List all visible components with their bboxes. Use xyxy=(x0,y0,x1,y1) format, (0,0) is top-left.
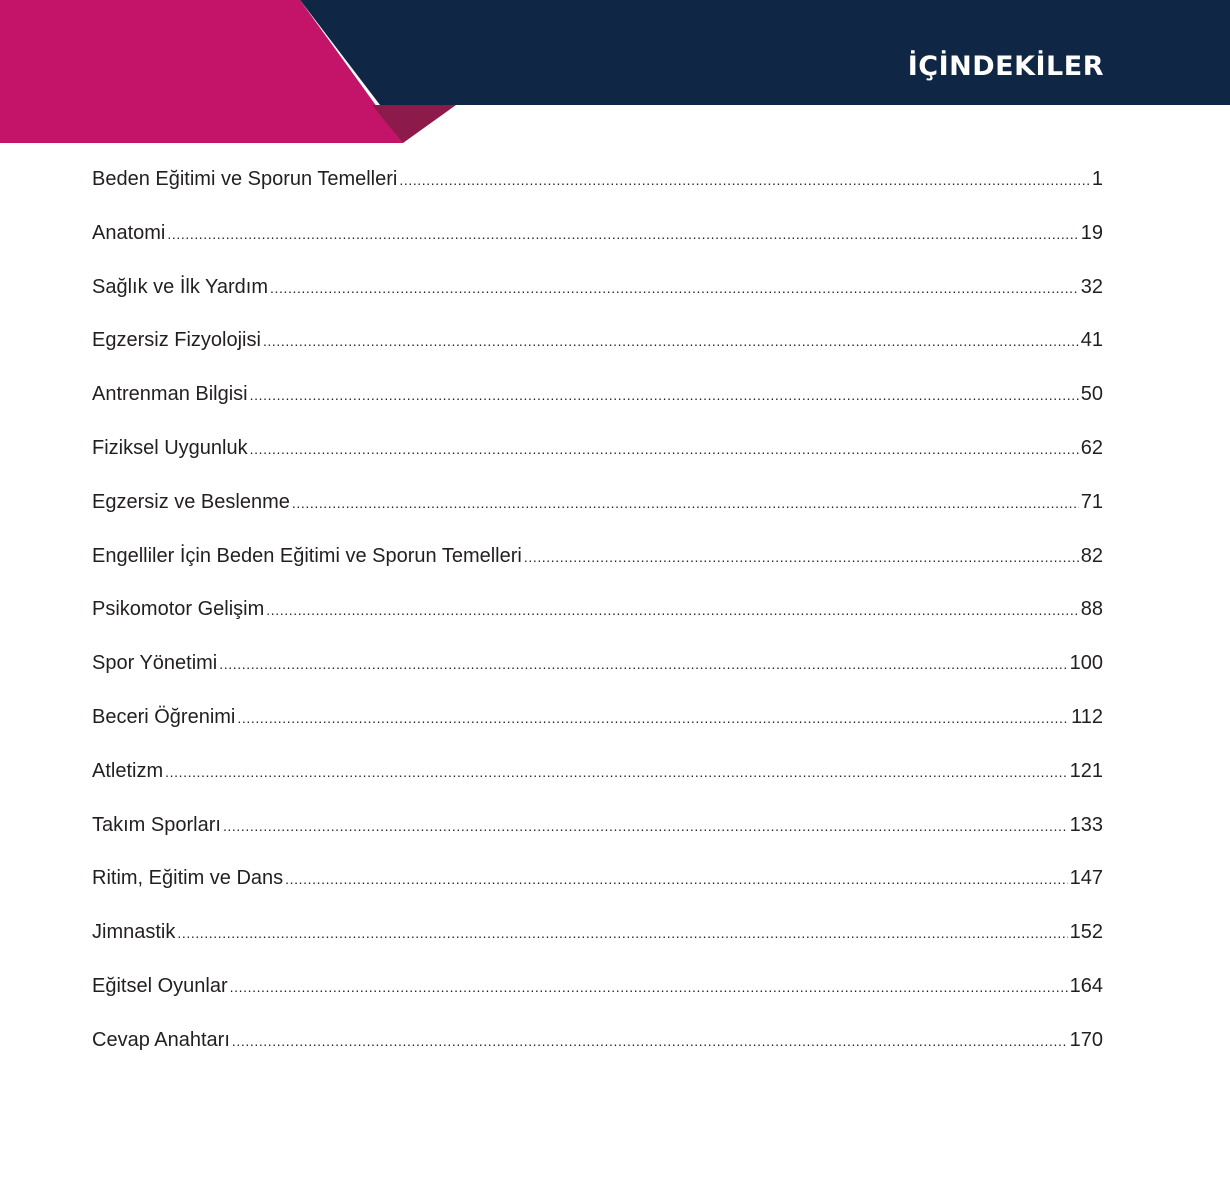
toc-entry[interactable] xyxy=(92,321,1103,375)
toc-entry[interactable] xyxy=(92,1021,1103,1075)
toc-dot-leader xyxy=(270,269,1079,307)
toc-entry-title: Atletizm xyxy=(92,759,164,782)
toc-entry-page-number: 19 xyxy=(1080,221,1103,244)
toc-entry-page-number: 32 xyxy=(1080,275,1103,298)
toc-entry[interactable] xyxy=(92,967,1103,1021)
toc-dot-leader xyxy=(292,484,1079,522)
toc-entry[interactable] xyxy=(92,375,1103,429)
toc-entry-page-number: 82 xyxy=(1080,544,1103,567)
toc-entry[interactable] xyxy=(92,537,1103,591)
toc-entry[interactable] xyxy=(92,859,1103,913)
toc-entry-title: Ritim, Eğitim ve Dans xyxy=(92,867,284,890)
toc-entry[interactable] xyxy=(92,214,1103,268)
page-header xyxy=(0,0,1230,150)
toc-entry-title: Antrenman Bilgisi xyxy=(92,383,248,406)
toc-entry-page-number: 1 xyxy=(1091,168,1103,190)
toc-dot-leader xyxy=(285,860,1067,898)
toc-entry[interactable] xyxy=(92,806,1103,860)
toc-dot-leader xyxy=(232,1022,1068,1060)
table-of-contents xyxy=(92,160,1103,1075)
toc-entry[interactable] xyxy=(92,698,1103,752)
toc-entry-title: Sağlık ve İlk Yardım xyxy=(92,275,268,298)
toc-dot-leader xyxy=(167,215,1078,253)
toc-entry-title: Egzersiz Fizyolojisi xyxy=(92,329,261,352)
toc-dot-leader xyxy=(177,914,1067,952)
toc-dot-leader xyxy=(165,753,1068,791)
toc-entry-page-number: 133 xyxy=(1069,813,1103,836)
toc-entry-page-number: 50 xyxy=(1080,383,1103,406)
toc-dot-leader xyxy=(237,699,1069,737)
toc-dot-leader xyxy=(524,538,1079,576)
toc-entry-title: Takım Sporları xyxy=(92,813,221,836)
toc-entry-title: Jimnastik xyxy=(92,921,176,944)
toc-entry-page-number: 41 xyxy=(1080,329,1103,352)
toc-entry-title: Beden Eğitimi ve Sporun Temelleri xyxy=(92,168,398,190)
toc-entry[interactable] xyxy=(92,268,1103,322)
toc-entry-page-number: 62 xyxy=(1080,436,1103,459)
toc-entry-title: Cevap Anahtarı xyxy=(92,1028,230,1051)
toc-entry[interactable] xyxy=(92,590,1103,644)
toc-entry-page-number: 88 xyxy=(1080,598,1103,621)
toc-entry-title: Eğitsel Oyunlar xyxy=(92,974,228,997)
toc-dot-leader xyxy=(250,376,1079,414)
toc-entry-title: Fiziksel Uygunluk xyxy=(92,436,248,459)
toc-entry-page-number: 71 xyxy=(1080,490,1103,513)
toc-entry[interactable] xyxy=(92,913,1103,967)
toc-dot-leader xyxy=(219,645,1067,683)
toc-entry[interactable] xyxy=(92,429,1103,483)
toc-entry-page-number: 152 xyxy=(1069,921,1103,944)
toc-entry-title: Egzersiz ve Beslenme xyxy=(92,490,290,513)
toc-entry-page-number: 147 xyxy=(1069,867,1103,890)
page-title: İÇİNDEKİLER xyxy=(907,51,1104,82)
toc-entry[interactable] xyxy=(92,160,1103,214)
toc-entry-page-number: 164 xyxy=(1069,974,1103,997)
toc-dot-leader xyxy=(223,807,1068,845)
toc-dot-leader xyxy=(266,591,1078,629)
toc-entry-title: Beceri Öğrenimi xyxy=(92,705,236,728)
toc-entry-title: Anatomi xyxy=(92,221,166,244)
toc-entry-title: Psikomotor Gelişim xyxy=(92,598,265,621)
toc-dot-leader xyxy=(230,968,1068,1006)
toc-entry-page-number: 121 xyxy=(1069,759,1103,782)
toc-entry-page-number: 100 xyxy=(1069,652,1103,675)
toc-entry[interactable] xyxy=(92,483,1103,537)
toc-dot-leader xyxy=(250,430,1079,468)
toc-dot-leader xyxy=(263,322,1079,360)
toc-entry-page-number: 112 xyxy=(1071,705,1103,728)
toc-entry-title: Engelliler İçin Beden Eğitimi ve Sporun Temelleri xyxy=(92,544,522,567)
toc-entry[interactable] xyxy=(92,644,1103,698)
toc-entry-title: Spor Yönetimi xyxy=(92,652,218,675)
toc-entry-page-number: 170 xyxy=(1069,1028,1103,1051)
toc-dot-leader xyxy=(399,161,1090,199)
toc-entry[interactable] xyxy=(92,752,1103,806)
